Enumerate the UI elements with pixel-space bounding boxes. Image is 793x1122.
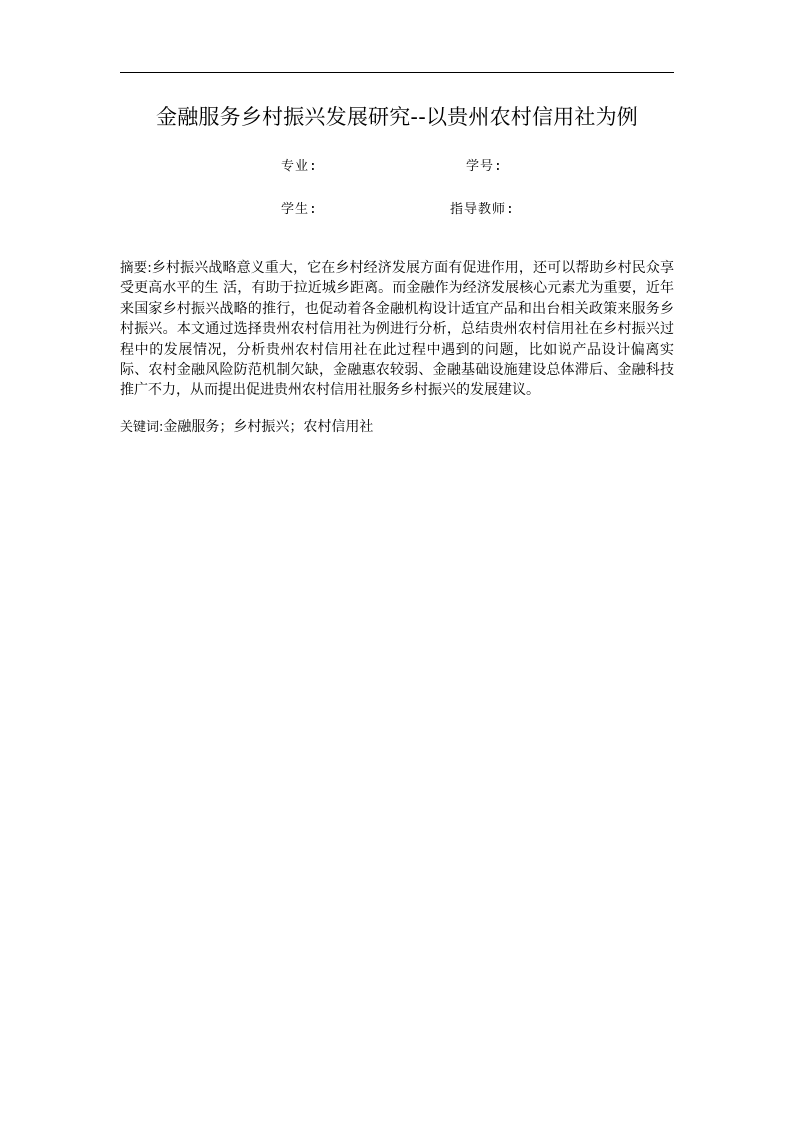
paper-title: 金融服务乡村振兴发展研究--以贵州农村信用社为例 <box>156 105 638 129</box>
abstract-text: 乡村振兴战略意义重大，它在乡村经济发展方面有促进作用，还可以帮助乡村民众享受更高水平的生 活，有助于拉近城乡距离。而金融作为经济发展核心元素尤为重要，近年来国家乡村振兴战略的推行，也促动着各金融机构设计适宜产品和出台相关政策来服务乡村振兴。本文通过选择贵州农村信用社为例进行分析，总结贵州农村信用社在乡村振兴过程中的发展情况，分析贵州农村信用社在此过程中遇到的问题，比如说产品设计偏离实际、农村金融风险防范机制欠缺，金融惠农较弱、金融基础设施建设总体滞后、金融科技推广不力，从而提出促进贵州农村信用社服务乡村振兴的发展建议。 <box>120 260 674 399</box>
abstract <box>120 258 674 401</box>
keywords <box>120 417 674 438</box>
major-label: 专业: <box>281 159 318 174</box>
student-id-label: 学号: <box>466 159 503 174</box>
keywords-text: 金融服务；乡村振兴；农村信用社 <box>163 419 374 435</box>
advisor-label: 指导教师: <box>450 202 515 217</box>
keywords-label: 关键词: <box>120 420 164 435</box>
abstract-label: 摘要: <box>120 260 152 276</box>
student-label: 学生: <box>281 202 318 217</box>
header-rule <box>120 72 674 73</box>
